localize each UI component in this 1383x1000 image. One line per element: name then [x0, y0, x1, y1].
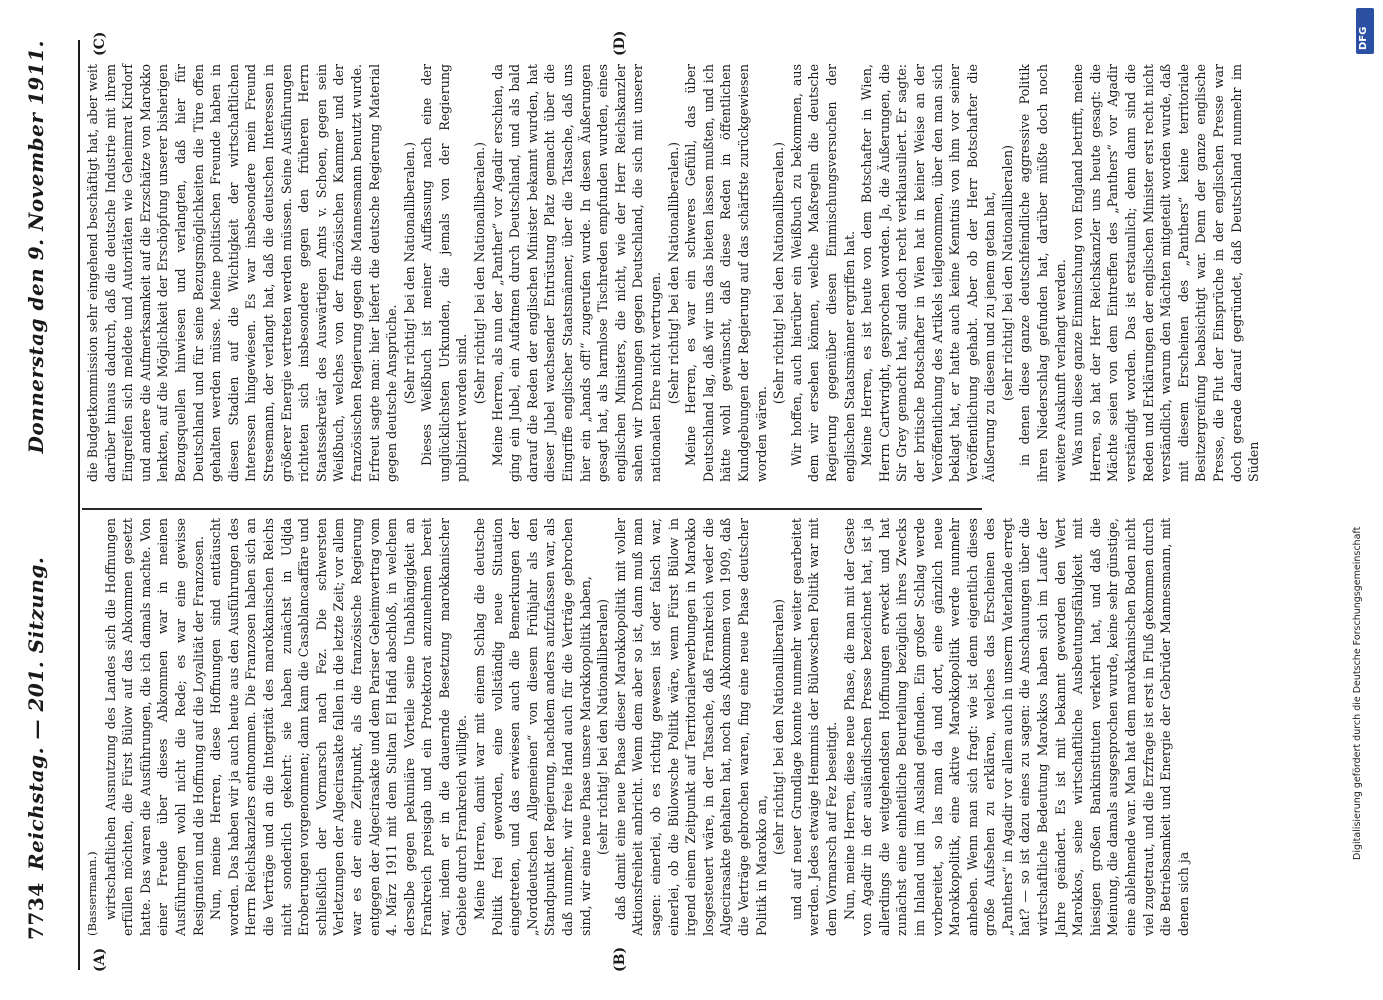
dfg-logo — [1356, 8, 1374, 54]
header-title: Reichstag. — 201. Sitzung. — [24, 556, 48, 870]
paragraph: daß damit eine neue Phase dieser Marokkopolitik mit voller Aktionsfreiheit anbricht. Wenn dem aber so ist, dann muß man sagen: einerlei, ob es richtig gewesen ist oder falsch war, einerlei, ob die Bülowsche Politik wäre, wenn Fürst Bülow in irgend einem Zeitpunkt auf Territorialerwerbungen in Marokko losgesteuert wäre, in der Tatsache, daß Frankreich weder die Algecirasakte gehalten hat, noch das Abkommen von 1909, daß die Verträge gebrochen waren, fing eine neue Phase deutscher Politik in Marokko an, — [612, 518, 769, 936]
speaker-name: (Bassermann.) — [85, 851, 99, 936]
margin-letter-c: (C) — [92, 31, 108, 56]
digitization-notice — [1352, 140, 1376, 860]
paragraph: Wir hoffen, auch hierüber ein Weißbuch zu bekommen, aus dem wir ersehen können, welche Maßregeln die deutsche Regierung gegenüber diesen Einmischungsversuchen der englischen Staatsmänner ergriffen hat. — [788, 64, 857, 482]
paragraph: Meine Herren, als nun der „Panther“ vor Agadir erschien, da ging ein Jubel, ein Aufatmen durch Deutschland, und als bald darauf die Reden der englischen Minister bekannt wurden, hat dieser Jubel wachsender Entrüstung Platz gemacht über die Eingriffe englischer Staatsmänner, über die Tatsache, daß uns hier ein „hands off!“ zugerufen wurde. In diesen Äußerungen gesagt hat, als harmlose Tischreden empfunden wurden, eines englischen Ministers, die nicht, wie der Herr Reichskanzler sahen wir Drohungen gegen Deutschland, die sich mit unserer nationalen Ehre nicht vertrugen. — [489, 64, 663, 482]
page-number: 7734 — [24, 882, 48, 940]
header-date: Donnerstag den 9. November 1911. — [24, 40, 48, 454]
interjection: (Sehr richtig! bei den Nationalliberalen.) — [472, 141, 488, 405]
dfg-logo-text: DFG — [1358, 26, 1369, 50]
margin-letter-b: (B) — [612, 946, 628, 972]
paragraph: die Budgetkommission sehr eingehend beschäftigt hat, aber weit darüber hinaus dadurch, daß die deutsche Industrie mit ihrem Eingreifen sich meldete und Autoritäten wie Geheimrat Kirdorf und andere die Aufmerksamkeit auf die Erzschätze von Marokko lenkten, auf die Möglichkeit der Erschöpfung unserer bisherigen Bezugsquellen hinwiesen und verlangten, daß hier für Deutschland und für seine Bezugsmöglichkeiten die Türe offen gehalten werden müsse. Meine politischen Freunde haben in diesen Stadien auf die Wichtigkeit der wirtschaftlichen Interessen hingewiesen. Es war insbesondere mein Freund Stresemann, der verlangt hat, daß die deutschen Interessen in größerer Energie vertreten werden müssen. Seine Ausführungen richteten sich insbesondere gegen den früheren Herrn Staatssekretär des Auswärtigen Amts v. Schoen, gegen sein Weißbuch, welches von der französischen Kammer und der französischen Regierung gegen die Mannesmann benutzt wurde. Erfreut sagte man: hier liefert die deutsche Regierung Material gegen deutsche Ansprüche. — [85, 64, 400, 482]
paragraph: in denen diese ganze deutschfeindliche aggressive Politik ihren Niederschlag gefunden hat, darüber müßte doch noch weitere Auskunft verlangt werden. — [1017, 64, 1068, 482]
paragraph: Nun, meine Herren, diese Hoffnungen sind enttäuscht worden. Das haben wir ja auch heute aus den Ausführungen des Herrn Reichskanzlers entnommen. Die Franzosen haben sich an die Verträge und an die Integrität des marokkanischen Reichs nicht sonderlich gekehrt: sie haben zunächst in Udjda Eroberungen vorgenommen; dann kam die Casablancaaffäre und schließlich der Vormarsch nach Fez. Die schwersten Verletzungen der Algecirasakte fallen in die letzte Zeit; vor allem war es der eine Zeitpunkt, als die französische Regierung entgegen der Algecirasakte und dem Pariser Geheimvertrag vom 4. März 1911 mit dem Sultan El Hafid abschloß, in welchem derselbe gegen pekuniäre Vorteile seine Unabhängigkeit an Frankreich preisgab und ein Protektorat anzunehmen bereit war, indem er in die dauernde Besetzung marokkanischer Gebiete durch Frankreich willigte. — [208, 518, 470, 936]
digitization-notice-text: Digitalisierung gefördert durch die Deutsche Forschungsgemeinschaft — [1352, 526, 1363, 860]
paragraph: wirtschaftlichen Ausnutzung des Landes sich die Hoffnungen erfüllen möchten, die Fürst Bülow auf das Abkommen gesetzt hatte. Das waren die Ausführungen, die ich damals machte. Von einer Freude über dieses Abkommen war in meinen Ausführungen wohl nicht die Rede; es war eine gewisse Resignation und die Hoffnung auf die Loyalität der Franzosen. — [102, 518, 206, 936]
left-column — [84, 518, 1191, 936]
paragraph: Was nun diese ganze Einmischung von England betrifft, meine Herren, so hat der Herr Reichskanzler uns heute gesagt: die Mächte seien von dem Eintreffen des „Panthers“ vor Agadir verständigt worden. Das ist erstaunlich; denn dann sind die Reden und Erklärungen der englischen Minister erst recht nicht verständlich, warum den Mächten mitgeteilt worden wurde, daß mit diesem Erscheinen des „Panthers“ keine territoriale Besitzergreifung beabsichtigt war. Denn der ganze englische Presse, die Flut der Einsprüche in der englischen Presse war doch gerade darauf gegründet, daß Deutschland nunmehr im Süden — [1070, 64, 1262, 482]
paragraph: Nun, meine Herren, diese neue Phase, die man mit der Geste von Agadir in der ausländischen Presse bezeichnet hat, ist ja allerdings die weitgehendsten Hoffnungen erweckt und hat zunächst eine einheitliche Beurteilung bezüglich ihres Zwecks im Inland und im Ausland gefunden. Ein großer Schlag werde vorbereitet, so las man da und dort, eine gänzlich neue Marokkopolitik, eine aktive Marokkopolitik werde nunmehr anheben. Wenn man sich fragt: wie ist denn eigentlich dieses große Aufsehen zu erklären, welches das Erscheinen des „Panthers“ in Agadir vor allem auch in unserm Vaterlande erregt hat? — so ist dazu eines zu sagen: die Anschauungen über die wirtschaftliche Bedeutung Marokkos haben sich im Laufe der Jahre geändert. Es ist mit bekannt geworden den Wert Marokkos, seine wirtschaftliche Ausbeutungsfähigkeit mit hiesigen großen Bankinstituten verkehrt hat, und daß die Meinung, die damals ausgesprochen wurde, keine sehr günstige, eine ablehnende war. Man hat dem marokkanischen Boden nicht viel zugetraut, und die Erzfrage ist erst in Fluß gekommen durch die Betriebsamkeit und Energie der Gebrüder Mannesmann, mit denen sich ja — [841, 518, 1191, 936]
interjection: (Sehr richtig! bei den Nationalliberalen.) — [401, 141, 417, 405]
margin-letter-d: (D) — [612, 30, 628, 56]
interjection: (sehr richtig! bei den Nationalliberalen) — [771, 599, 787, 856]
paragraph: Meine Herren, es ist heute von dem Botschafter in Wien, Herrn Cartwright, gesprochen worden. Ja, die Äußerungen, die Sir Grey gemacht hat, sind doch recht verklausuliert. Er sagte: der britische Botschafter in Wien hat in keiner Weise an der Veröffentlichung des Artikels teilgenommen, über den man sich beklagt hat, er hatte auch keine Kenntnis von ihm vor seiner Veröffentlichung gehabt. Aber ob der Herr Botschafter die Äußerung zu diesem und zu jenem getan hat, — [859, 64, 998, 482]
interjection: (sehr richtig! bei den Nationalliberalen) — [595, 599, 611, 856]
paragraph: Meine Herren, damit war mit einem Schlag die deutsche Politik frei geworden, eine vollständig neue Situation eingetreten, und das erwiesen auch die Bemerkungen der „Norddeutschen Allgemeinen“ von diesem Frühjahr als den Standpunkt der Regierung, nachdem anders aufzufassen war, als daß nunmehr, wir freie Hand auch für die Verträge gebrochen sind, wir eine neue Phase unsere Marokkopolitik haben, — [472, 518, 593, 936]
header-rule — [78, 40, 80, 970]
right-column — [84, 64, 1262, 482]
page-header — [14, 40, 64, 940]
paragraph: Meine Herren, es war ein schweres Gefühl, das über Deutschland lag, daß wir uns das bieten lassen mußten, und ich hätte wohl gewünscht, daß diese Reden in öffentlichen Kundgebungen der Regierung auf das schärfste zurückgewiesen worden wären. — [683, 64, 769, 482]
margin-letter-a: (A) — [92, 947, 108, 972]
paragraph: und auf neuer Grundlage konnte nunmehr weiter gearbeitet werden. Jedes etwaige Hemmnis der Bülowschen Politik war mit dem Vormarsch auf Fez beseitigt. — [788, 518, 839, 936]
paragraph: Dieses Weißbuch ist meiner Auffassung nach eine der unglücklichsten Urkunden, die jemals von der Regierung publiziert worden sind. — [419, 64, 470, 482]
interjection: (Sehr richtig! bei den Nationalliberalen.) — [771, 141, 787, 405]
interjection: (Sehr richtig! bei den Nationalliberalen.) — [665, 141, 681, 405]
column-divider — [82, 508, 982, 510]
interjection: (sehr richtig! bei den Nationalliberalen) — [999, 145, 1015, 402]
